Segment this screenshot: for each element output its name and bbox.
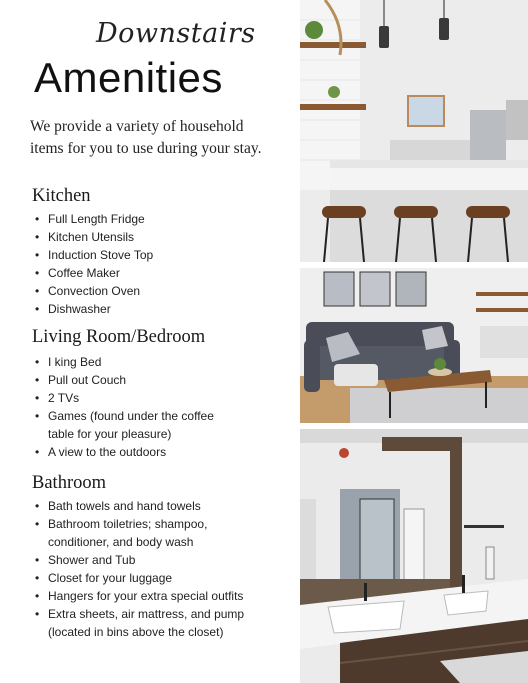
list-item: • Closet for your luggage [35,569,280,587]
list-item: • Induction Stove Top [35,246,280,264]
bathroom-photo-image [300,429,528,683]
list-item: • A view to the outdoors [35,443,280,461]
bathroom-heading: Bathroom [32,473,106,493]
kitchen-photo-image [300,0,528,262]
list-item: • Games (found under the coffee table for your pleasure) [35,407,218,443]
list-item: • I king Bed [35,353,280,371]
list-item: • Full Length Fridge [35,210,280,228]
kitchen-list [35,210,280,318]
living-room-photo [300,268,528,423]
list-item: • Kitchen Utensils [35,228,280,246]
list-item: • 2 TVs [35,389,280,407]
list-item: • Extra sheets, air mattress, and pump (located in bins above the closet) [35,605,248,641]
living-room-list [35,353,280,461]
bathroom-photo [300,429,528,683]
page-title: Amenities [34,54,223,101]
kitchen-heading: Kitchen [32,186,91,206]
living-room-photo-image [300,268,528,423]
list-item: • Bath towels and hand towels [35,497,280,515]
list-item: • Hangers for your extra special outfits [35,587,280,605]
list-item: • Shower and Tub [35,551,280,569]
list-item: • Bathroom toiletries; shampoo, conditioner, and body wash [35,515,223,551]
bathroom-list [35,497,280,641]
list-item: • Convection Oven [35,282,280,300]
intro-text: We provide a variety of household items for you to use during your stay. [30,118,262,157]
list-item: • Dishwasher [35,300,280,318]
list-item: • Pull out Couch [35,371,280,389]
kitchen-photo [300,0,528,262]
living-room-heading: Living Room/Bedroom [32,327,206,347]
script-title: Downstairs [96,18,256,49]
list-item: • Coffee Maker [35,264,280,282]
